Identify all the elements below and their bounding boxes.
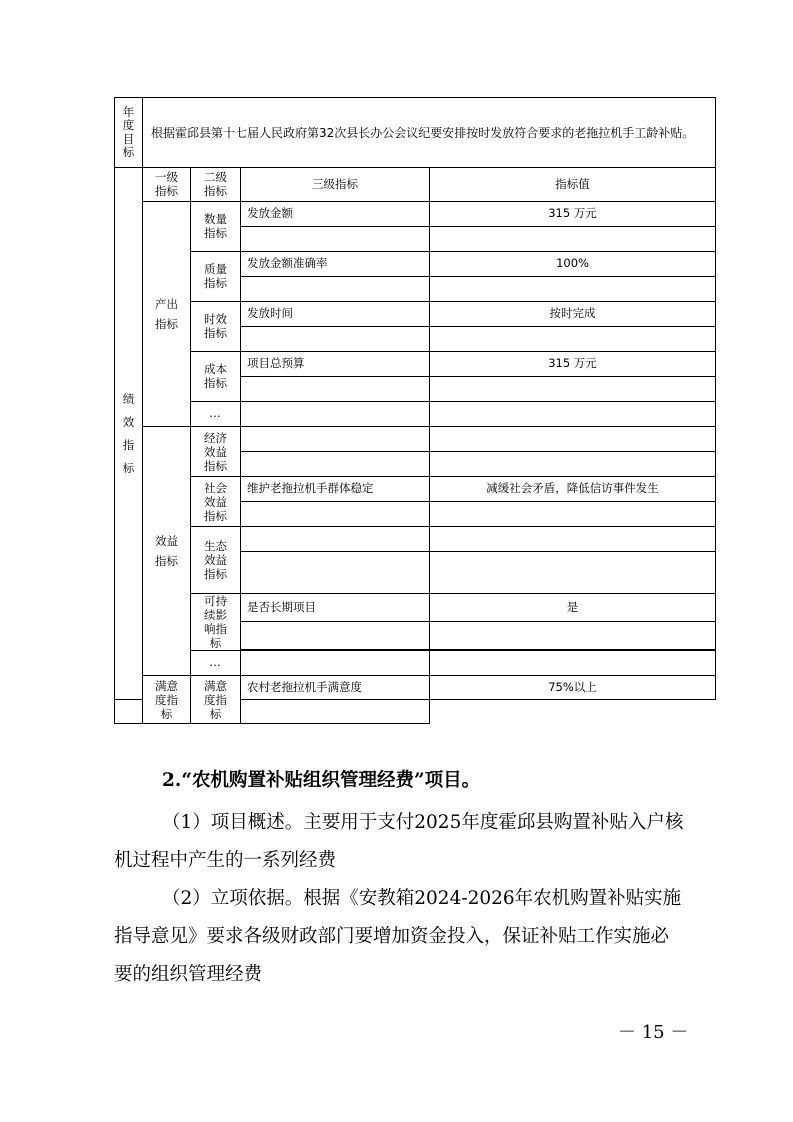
indicators-label: 绩 效 指 标 bbox=[115, 168, 143, 700]
table-row bbox=[115, 477, 716, 502]
table-row bbox=[115, 202, 716, 227]
satisfaction-value: 75%以上 bbox=[430, 676, 716, 700]
satisfaction-sub-label: 满意 度指 标 bbox=[191, 676, 241, 724]
goal-label: 年 度 目 标 bbox=[115, 98, 143, 168]
sustainable-value: 是 bbox=[430, 594, 716, 622]
paragraph-overview: （1）项目概述。主要用于支付2025年度霍邱县购置补贴入户核机过程中产生的一系列经费 bbox=[114, 812, 684, 871]
quality-item: 发放金额准确率 bbox=[241, 252, 430, 277]
table-row bbox=[115, 651, 716, 676]
quantity-item: 发放金额 bbox=[241, 202, 430, 227]
goal-row bbox=[115, 98, 716, 168]
economic-label: 经济 效益 指标 bbox=[191, 427, 241, 477]
table-row bbox=[115, 352, 716, 377]
table-row bbox=[115, 594, 716, 622]
paragraph-basis: （2）立项依据。根据《安教箱2024-2026年农机购置补贴实施指导意见》要求各级财政部门要增加资金投入，保证补贴工作实施必要的组织管理经费 bbox=[114, 888, 682, 985]
header-level2: 二级 指标 bbox=[191, 168, 241, 202]
table-row bbox=[115, 427, 716, 452]
performance-table bbox=[114, 97, 716, 724]
timeliness-item: 发放时间 bbox=[241, 302, 430, 327]
quality-value: 100% bbox=[430, 252, 716, 277]
social-item: 维护老拖拉机手群体稳定 bbox=[241, 477, 430, 502]
social-value: 减缓社会矛盾，降低信访事件发生 bbox=[430, 477, 716, 502]
quality-label: 质量 指标 bbox=[191, 252, 241, 302]
timeliness-value: 按时完成 bbox=[430, 302, 716, 327]
ecological-label: 生态 效益 指标 bbox=[191, 527, 241, 594]
page-number: － 15 － bbox=[618, 1022, 689, 1043]
quantity-value: 315 万元 bbox=[430, 202, 716, 227]
table-row bbox=[115, 527, 716, 552]
header-row bbox=[115, 168, 716, 202]
table-row bbox=[115, 302, 716, 327]
output-ellipsis: … bbox=[191, 402, 241, 427]
quantity-label: 数量 指标 bbox=[191, 202, 241, 252]
cost-item: 项目总预算 bbox=[241, 352, 430, 377]
sustainable-item: 是否长期项目 bbox=[241, 594, 430, 622]
header-value: 指标值 bbox=[430, 168, 716, 202]
sustainable-label: 可持 续影 响指 标 bbox=[191, 594, 241, 651]
satisfaction-item: 农村老拖拉机手满意度 bbox=[241, 676, 430, 700]
header-level3: 三级指标 bbox=[241, 168, 430, 202]
goal-text: 根据霍邱县第十七届人民政府第32次县长办公会议纪要安排按时发放符合要求的老拖拉机手工龄补贴。 bbox=[143, 98, 716, 168]
cost-label: 成本 指标 bbox=[191, 352, 241, 402]
cost-value: 315 万元 bbox=[430, 352, 716, 377]
satisfaction-indicator-label: 满意 度指 标 bbox=[143, 676, 191, 724]
table-row bbox=[115, 676, 716, 700]
section-heading: 2.“农机购置补贴组织管理经费”项目。 bbox=[162, 770, 481, 791]
table-row bbox=[115, 402, 716, 427]
social-label: 社会 效益 指标 bbox=[191, 477, 241, 527]
benefit-ellipsis: … bbox=[191, 651, 241, 676]
timeliness-label: 时效 指标 bbox=[191, 302, 241, 352]
header-level1: 一级 指标 bbox=[143, 168, 191, 202]
benefit-indicator-label: 效益 指标 bbox=[143, 427, 191, 676]
table-row bbox=[115, 252, 716, 277]
output-indicator-label: 产出 指标 bbox=[143, 202, 191, 427]
